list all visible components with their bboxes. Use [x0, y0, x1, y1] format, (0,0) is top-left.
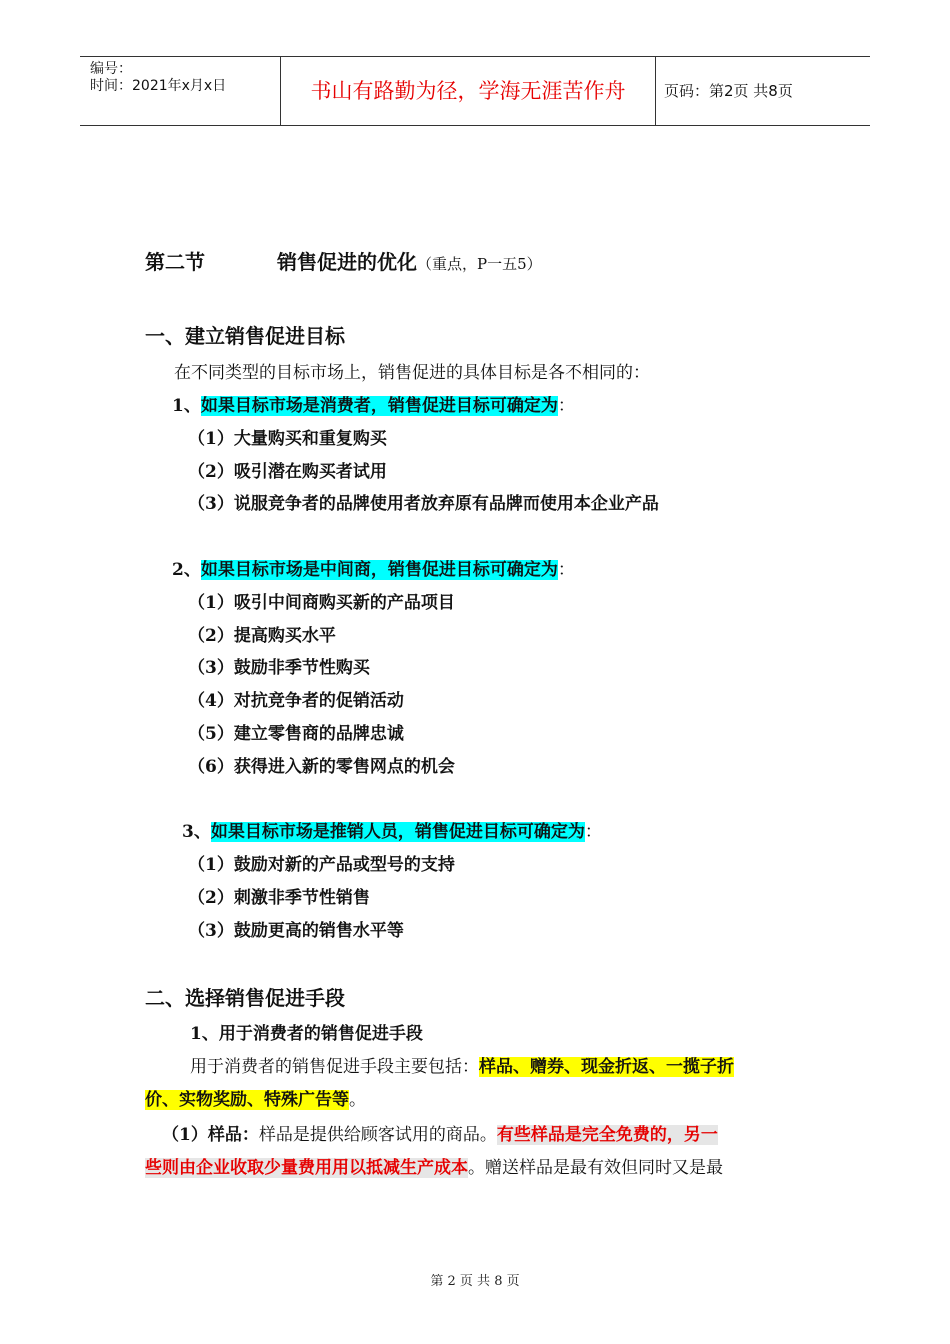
- group1-highlight: 如果目标市场是消费者，销售促进目标可确定为: [200, 396, 558, 416]
- section-number: 第二节: [145, 250, 205, 274]
- paragraph-text: 用于消费者的销售促进手段主要包括：: [190, 1057, 479, 1077]
- header-motto: 书山有路勤为径，学海无涯苦作舟: [280, 57, 656, 125]
- group1-suffix: ：: [557, 396, 575, 416]
- paragraph-line: [145, 1153, 723, 1178]
- paragraph-line: [190, 1052, 734, 1077]
- paragraph-line: [145, 1085, 366, 1110]
- paragraph-text: 。赠送样品是最有效但同时又是最: [468, 1158, 723, 1178]
- group3-highlight: 如果目标市场是推销人员，销售促进目标可确定为: [210, 822, 585, 842]
- group1-item: （2）吸引潜在购买者试用: [188, 462, 387, 482]
- group2-suffix: ：: [557, 560, 575, 580]
- red-emphasis: 些则由企业收取少量费用用以抵减生产成本: [145, 1158, 468, 1178]
- number-label: 编号：: [90, 61, 132, 77]
- group2-item: （1）吸引中间商购买新的产品项目: [188, 593, 455, 613]
- page-header: [80, 56, 870, 126]
- sample-label: （1）样品：: [162, 1125, 259, 1145]
- group2-item: （3）鼓励非季节性购买: [188, 658, 370, 678]
- section-main-title: 销售促进的优化: [277, 250, 417, 274]
- section-title: [145, 246, 542, 275]
- group3-item: （3）鼓励更高的销售水平等: [188, 921, 404, 941]
- group3-suffix: ：: [584, 822, 602, 842]
- group3-title: [182, 817, 602, 842]
- paragraph-text: 样品是提供给顾客试用的商品。: [258, 1125, 497, 1145]
- part1-intro: 在不同类型的目标市场上，销售促进的具体目标是各不相同的：: [174, 363, 650, 383]
- group2-item: （4）对抗竞争者的促销活动: [188, 691, 404, 711]
- paragraph-line: [162, 1120, 718, 1145]
- group3-item: （1）鼓励对新的产品或型号的支持: [188, 855, 455, 875]
- paragraph-highlight: 样品、赠券、现金折返、一揽子折: [479, 1057, 734, 1077]
- red-emphasis: 有些样品是完全免费的，另一: [496, 1125, 718, 1145]
- group1-item: （1）大量购买和重复购买: [188, 429, 387, 449]
- group3-item: （2）刺激非季节性销售: [188, 888, 370, 908]
- part2-heading: 二、选择销售促进手段: [145, 986, 345, 1010]
- group2-item: （6）获得进入新的零售网点的机会: [188, 757, 455, 777]
- group2-item: （5）建立零售商的品牌忠诚: [188, 724, 404, 744]
- group1-item: （3）说服竞争者的品牌使用者放弃原有品牌而使用本企业产品: [188, 494, 659, 514]
- group2-prefix: 2、: [172, 560, 201, 580]
- group3-prefix: 3、: [182, 822, 211, 842]
- group2-item: （2）提高购买水平: [188, 626, 336, 646]
- header-page-info: 页码：第2页 共8页: [664, 82, 793, 100]
- paragraph-text: 。: [349, 1090, 366, 1110]
- paragraph-highlight: 价、实物奖励、特殊广告等: [145, 1090, 349, 1110]
- group2-title: [172, 555, 575, 580]
- time-label: 时间：2021年x月x日: [90, 78, 227, 94]
- group1-prefix: 1、: [172, 396, 201, 416]
- part1-heading: 一、建立销售促进目标: [145, 324, 345, 348]
- page-footer: 第 2 页 共 8 页: [430, 1274, 520, 1289]
- section-note: （重点，P一五5）: [417, 255, 542, 273]
- part2-subheading: 1、用于消费者的销售促进手段: [190, 1024, 423, 1044]
- group1-title: [172, 391, 575, 416]
- group2-highlight: 如果目标市场是中间商，销售促进目标可确定为: [200, 560, 558, 580]
- header-meta: [80, 57, 280, 125]
